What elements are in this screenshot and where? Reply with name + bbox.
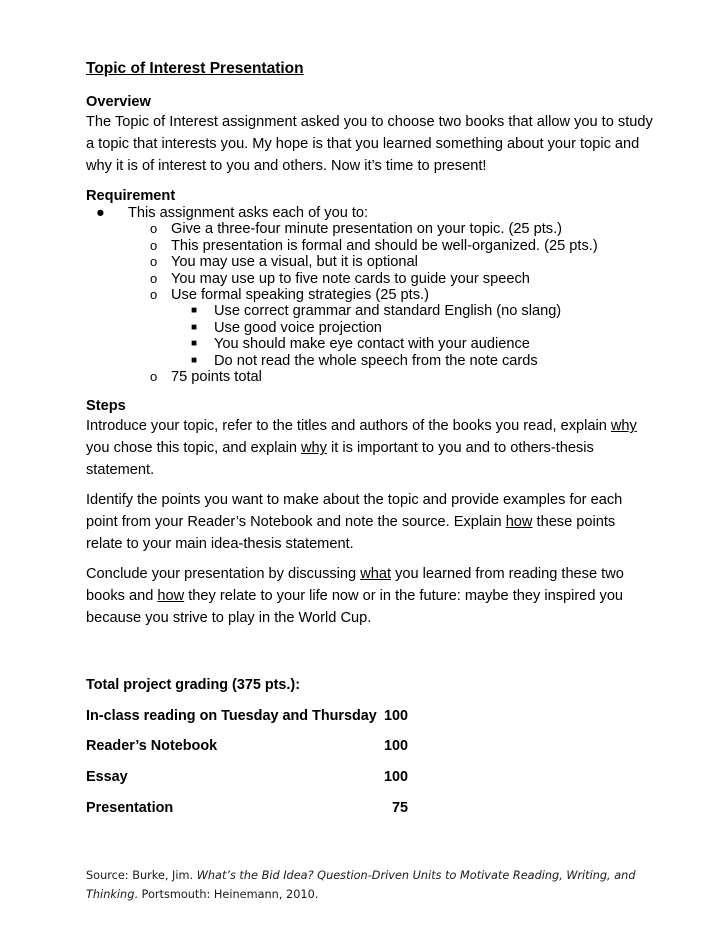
list-item: ■ You should make eye contact with your audience xyxy=(191,336,530,353)
list-item: o 75 points total xyxy=(150,369,262,386)
list-item: o Use formal speaking strategies (25 pts.) xyxy=(150,287,429,304)
source-title: What’s the Bid Idea? Question-Driven Units to Motivate Reading, Writing, and xyxy=(196,869,636,882)
table-row xyxy=(86,738,486,754)
list-item: o You may use up to five note cards to guide your speech xyxy=(150,270,530,287)
bullet-circle-icon: o xyxy=(150,237,158,253)
list-item: o This presentation is formal and should be well-organized. (25 pts.) xyxy=(150,237,598,254)
grading-value: 100 xyxy=(383,738,408,754)
overview-heading: Overview xyxy=(86,94,151,110)
bullet-square-icon: ■ xyxy=(191,321,198,333)
page-title: Topic of Interest Presentation xyxy=(86,60,304,77)
table-row xyxy=(86,800,486,816)
list-item: ■ Use correct grammar and standard English (no slang) xyxy=(191,303,562,320)
list-item: o Give a three-four minute presentation on your topic. (25 pts.) xyxy=(150,221,562,238)
grading-value: 100 xyxy=(383,708,408,724)
steps-paragraph-3: Conclude your presentation by discussing what you learned from reading these two books and how they relate to your life now or in the future: maybe they inspired you because you strive to play in the World Cup. xyxy=(86,566,624,627)
grading-heading: Total project grading (375 pts.): xyxy=(86,677,301,693)
grading-label: Presentation xyxy=(86,800,174,816)
table-row xyxy=(86,708,486,724)
overview-line: a topic that interests you. My hope is that you learned something about your topic and xyxy=(86,136,640,152)
steps-heading: Steps xyxy=(86,398,126,415)
list-item: ● This assignment asks each of you to: xyxy=(96,205,369,221)
bullet-dot-icon: ● xyxy=(96,205,105,221)
emphasis-how: how xyxy=(505,514,533,531)
bullet-circle-icon: o xyxy=(150,270,158,286)
list-item: ■ Do not read the whole speech from the note cards xyxy=(191,352,538,369)
overview-line: why it is of interest to you and others. Now it’s time to present! xyxy=(86,158,487,174)
bullet-circle-icon: o xyxy=(150,287,158,303)
bullet-circle-icon: o xyxy=(150,369,158,385)
grading-label: Essay xyxy=(86,769,128,785)
document-body xyxy=(86,58,656,629)
requirement-heading: Requirement xyxy=(86,188,176,204)
overview-line: The Topic of Interest assignment asked you to choose two books that allow you to study xyxy=(86,114,653,130)
overview-paragraph xyxy=(86,111,656,177)
emphasis-why: why xyxy=(301,440,327,457)
bullet-circle-icon: o xyxy=(150,221,158,237)
grading-value: 100 xyxy=(383,769,408,785)
bullet-square-icon: ■ xyxy=(191,354,198,366)
bullet-square-icon: ■ xyxy=(191,305,198,317)
emphasis-why: why xyxy=(610,418,637,435)
grading-label: In-class reading on Tuesday and Thursday xyxy=(86,708,377,724)
source-title: Thinking xyxy=(86,888,135,901)
table-row xyxy=(86,769,486,785)
grading-value: 75 xyxy=(391,800,408,816)
emphasis-what: what xyxy=(360,566,392,583)
emphasis-how: how xyxy=(157,588,185,605)
requirement-list xyxy=(86,205,656,385)
grading-label: Reader’s Notebook xyxy=(86,738,218,754)
source-citation: Source: Burke, Jim. What’s the Bid Idea? Question-Driven Units to Motivate Reading, Writing, and Thinking. Portsmouth: Heinemann, 2010. xyxy=(86,869,636,901)
list-item: ■ Use good voice projection xyxy=(191,319,382,336)
list-item: o You may use a visual, but it is optional xyxy=(150,254,418,271)
steps-paragraph-1: Introduce your topic, refer to the titles and authors of the books you read, explain why you chose this topic, and explain why it is important to you and to others-thesis statement. xyxy=(86,418,637,479)
steps-paragraph-2: Identify the points you want to make about the topic and provide examples for each point from your Reader’s Notebook and note the source. Explain how these points relate to your main idea-thesis statement. xyxy=(86,492,623,553)
bullet-square-icon: ■ xyxy=(191,338,198,350)
bullet-circle-icon: o xyxy=(150,254,158,270)
